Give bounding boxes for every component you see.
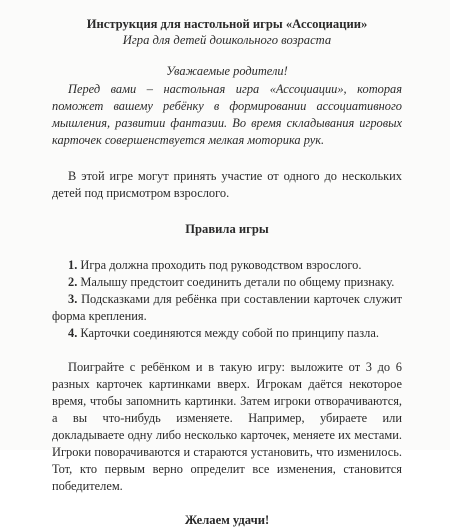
document-subtitle: Игра для детей дошкольного возраста — [122, 33, 332, 47]
greeting: Уважаемые родители! — [166, 64, 288, 78]
closing-wish: Желаем удачи! — [184, 513, 270, 527]
rule-number: 2. — [68, 275, 78, 289]
rule-text: Карточки соединяются между собой по принципу пазла. — [77, 326, 379, 340]
rule-number: 4. — [68, 326, 78, 340]
rule-item — [52, 257, 402, 274]
rule-number: 3. — [68, 292, 78, 306]
intro-paragraph: Перед вами – настольная игра «Ассоциации», которая поможет вашему ребёнку в формировании ассоциативного мышления, развитии фантазии. Во время складывания игровых карточек совершенствуется мелкая моторика рук. — [52, 82, 402, 147]
rules-heading: Правила игры — [185, 222, 269, 236]
game-variant-paragraph: Поиграйте с ребёнком и в такую игру: выложите от 3 до 6 разных карточек картинками вверх. Игрокам даётся некоторое время, чтобы запомнить картинки. Затем игроки отворачиваются, а вы что-нибудь изменяете. Например, убираете или докладываете одну либо несколько карточек, меняете их местами. Игроки поворачиваются и стараются установить, что изменилось. Тот, кто первым верно определит все изменения, становится победителем. — [52, 360, 402, 493]
rule-text: Подсказками для ребёнка при составлении карточек служит форма крепления. — [52, 292, 402, 323]
rule-item — [52, 325, 402, 342]
instruction-sheet — [52, 16, 402, 528]
document-title: Инструкция для настольной игры «Ассоциации» — [86, 17, 368, 31]
rule-text: Игра должна проходить под руководством взрослого. — [77, 258, 362, 272]
rule-item — [52, 274, 402, 291]
participants-paragraph: В этой игре могут принять участие от одного до нескольких детей под присмотром взрослого. — [52, 169, 402, 200]
rules-list — [52, 257, 402, 342]
rule-number: 1. — [68, 258, 78, 272]
rule-item — [52, 291, 402, 325]
rule-text: Малышу предстоит соединить детали по общему признаку. — [77, 275, 395, 289]
